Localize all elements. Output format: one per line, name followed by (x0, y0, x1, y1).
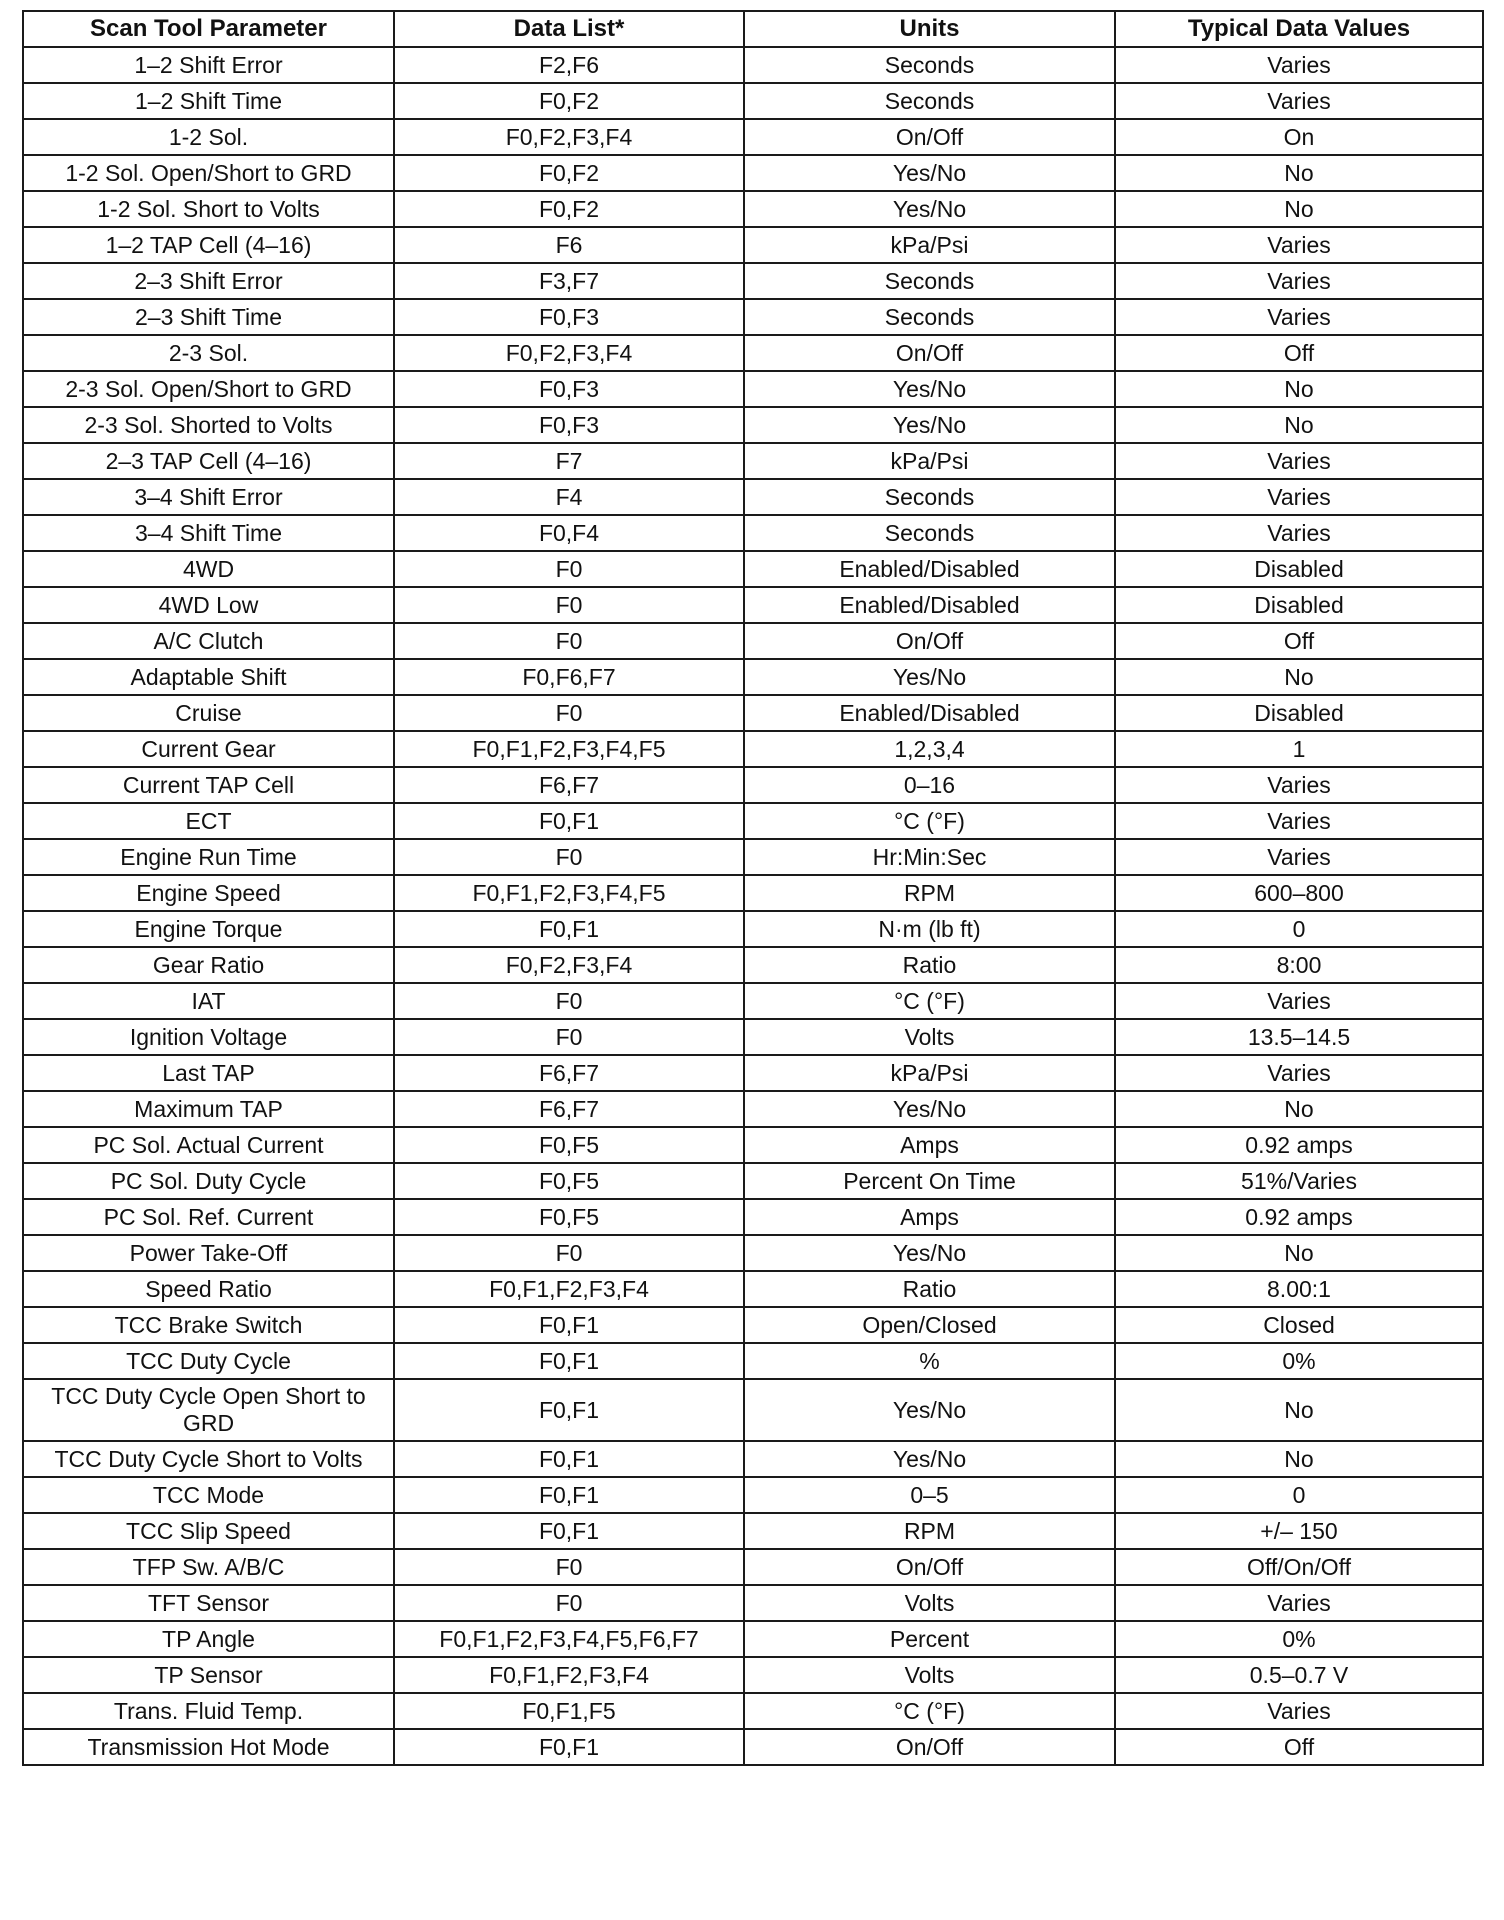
units-cell: Volts (744, 1585, 1115, 1621)
table-row (23, 551, 1483, 587)
header-row (23, 11, 1483, 47)
data-list-cell: F0,F2 (394, 191, 744, 227)
units-cell: Volts (744, 1657, 1115, 1693)
table-row (23, 1343, 1483, 1379)
parameter-cell: Maximum TAP (23, 1091, 394, 1127)
scan-tool-data-table-container (22, 10, 1482, 1766)
units-cell: kPa/Psi (744, 227, 1115, 263)
typical-value-cell: 0.92 amps (1115, 1199, 1483, 1235)
typical-value-cell: On (1115, 119, 1483, 155)
typical-value-cell: 0 (1115, 911, 1483, 947)
table-row (23, 659, 1483, 695)
typical-value-cell: Disabled (1115, 695, 1483, 731)
data-list-cell: F0,F2,F3,F4 (394, 119, 744, 155)
units-cell: Seconds (744, 83, 1115, 119)
units-cell: Percent (744, 1621, 1115, 1657)
table-row (23, 875, 1483, 911)
units-cell: Amps (744, 1199, 1115, 1235)
units-cell: Enabled/Disabled (744, 551, 1115, 587)
units-cell: % (744, 1343, 1115, 1379)
typical-value-cell: No (1115, 1379, 1483, 1441)
typical-value-cell: 0% (1115, 1621, 1483, 1657)
parameter-cell: TFT Sensor (23, 1585, 394, 1621)
units-cell: On/Off (744, 1729, 1115, 1765)
units-cell: Enabled/Disabled (744, 587, 1115, 623)
typical-value-cell: No (1115, 659, 1483, 695)
units-cell: kPa/Psi (744, 443, 1115, 479)
data-list-cell: F3,F7 (394, 263, 744, 299)
table-row (23, 299, 1483, 335)
parameter-cell: PC Sol. Actual Current (23, 1127, 394, 1163)
typical-value-cell: Varies (1115, 83, 1483, 119)
table-row (23, 1477, 1483, 1513)
data-list-cell: F0,F3 (394, 407, 744, 443)
units-cell: °C (°F) (744, 803, 1115, 839)
data-list-cell: F0,F2,F3,F4 (394, 335, 744, 371)
data-list-cell: F0,F1 (394, 1477, 744, 1513)
table-row (23, 263, 1483, 299)
units-cell: 1,2,3,4 (744, 731, 1115, 767)
units-cell: On/Off (744, 335, 1115, 371)
typical-value-cell: 13.5–14.5 (1115, 1019, 1483, 1055)
typical-value-cell: Varies (1115, 767, 1483, 803)
data-list-cell: F0,F1,F2,F3,F4,F5 (394, 875, 744, 911)
data-list-cell: F0,F1 (394, 1343, 744, 1379)
typical-value-cell: Varies (1115, 803, 1483, 839)
parameter-cell: 2-3 Sol. Shorted to Volts (23, 407, 394, 443)
parameter-cell: 1-2 Sol. Short to Volts (23, 191, 394, 227)
parameter-cell: IAT (23, 983, 394, 1019)
parameter-cell: Engine Run Time (23, 839, 394, 875)
parameter-cell: Engine Speed (23, 875, 394, 911)
typical-value-cell: Varies (1115, 479, 1483, 515)
data-list-cell: F0 (394, 983, 744, 1019)
units-cell: Yes/No (744, 191, 1115, 227)
table-row (23, 587, 1483, 623)
units-cell: Yes/No (744, 1235, 1115, 1271)
parameter-cell: TCC Duty Cycle (23, 1343, 394, 1379)
typical-value-cell: +/– 150 (1115, 1513, 1483, 1549)
table-row (23, 1055, 1483, 1091)
units-cell: Seconds (744, 263, 1115, 299)
table-row (23, 1729, 1483, 1765)
typical-value-cell: Varies (1115, 1585, 1483, 1621)
table-row (23, 1549, 1483, 1585)
typical-value-cell: Varies (1115, 983, 1483, 1019)
typical-value-cell: Disabled (1115, 587, 1483, 623)
table-row (23, 1019, 1483, 1055)
parameter-cell: TFP Sw. A/B/C (23, 1549, 394, 1585)
table-row (23, 1693, 1483, 1729)
data-list-cell: F0,F2 (394, 83, 744, 119)
data-list-cell: F0,F1,F2,F3,F4,F5,F6,F7 (394, 1621, 744, 1657)
typical-value-cell: Varies (1115, 1055, 1483, 1091)
table-row (23, 1199, 1483, 1235)
table-row (23, 515, 1483, 551)
data-list-cell: F0,F1,F5 (394, 1693, 744, 1729)
units-cell: kPa/Psi (744, 1055, 1115, 1091)
table-row (23, 1235, 1483, 1271)
data-list-cell: F0 (394, 1549, 744, 1585)
parameter-cell: Current Gear (23, 731, 394, 767)
table-row (23, 731, 1483, 767)
table-row (23, 191, 1483, 227)
typical-value-cell: 1 (1115, 731, 1483, 767)
table-row (23, 1271, 1483, 1307)
table-row (23, 803, 1483, 839)
table-row (23, 119, 1483, 155)
data-list-cell: F0 (394, 1585, 744, 1621)
table-row (23, 767, 1483, 803)
units-cell: Ratio (744, 947, 1115, 983)
table-body (23, 47, 1483, 1765)
typical-value-cell: Off/On/Off (1115, 1549, 1483, 1585)
data-list-cell: F0,F2 (394, 155, 744, 191)
table-row (23, 1163, 1483, 1199)
typical-value-cell: Varies (1115, 47, 1483, 83)
typical-value-cell: Varies (1115, 839, 1483, 875)
data-list-cell: F0,F1 (394, 803, 744, 839)
typical-value-cell: 600–800 (1115, 875, 1483, 911)
parameter-cell: 2–3 Shift Error (23, 263, 394, 299)
parameter-cell: 3–4 Shift Time (23, 515, 394, 551)
parameter-cell: TCC Slip Speed (23, 1513, 394, 1549)
table-row (23, 155, 1483, 191)
units-cell: 0–16 (744, 767, 1115, 803)
table-row (23, 983, 1483, 1019)
units-cell: Enabled/Disabled (744, 695, 1115, 731)
table-row (23, 1441, 1483, 1477)
units-cell: Seconds (744, 47, 1115, 83)
table-row (23, 479, 1483, 515)
parameter-cell: TCC Brake Switch (23, 1307, 394, 1343)
units-cell: Yes/No (744, 371, 1115, 407)
parameter-cell: Last TAP (23, 1055, 394, 1091)
typical-value-cell: 0% (1115, 1343, 1483, 1379)
table-row (23, 371, 1483, 407)
data-list-cell: F0,F1 (394, 1513, 744, 1549)
data-list-cell: F0,F1,F2,F3,F4 (394, 1271, 744, 1307)
typical-value-cell: No (1115, 191, 1483, 227)
data-list-cell: F0,F1,F2,F3,F4,F5 (394, 731, 744, 767)
typical-value-cell: Varies (1115, 443, 1483, 479)
typical-value-cell: No (1115, 371, 1483, 407)
data-list-cell: F0 (394, 1235, 744, 1271)
typical-value-cell: 8:00 (1115, 947, 1483, 983)
units-cell: Percent On Time (744, 1163, 1115, 1199)
parameter-cell: Engine Torque (23, 911, 394, 947)
typical-value-cell: No (1115, 155, 1483, 191)
data-list-cell: F0,F1 (394, 1441, 744, 1477)
parameter-cell: 2–3 Shift Time (23, 299, 394, 335)
typical-value-cell: Varies (1115, 1693, 1483, 1729)
header-units: Units (744, 11, 1115, 47)
typical-value-cell: Closed (1115, 1307, 1483, 1343)
typical-value-cell: Varies (1115, 299, 1483, 335)
parameter-cell: TCC Mode (23, 1477, 394, 1513)
table-row (23, 623, 1483, 659)
data-list-cell: F0,F1 (394, 1729, 744, 1765)
parameter-cell: TCC Duty Cycle Short to Volts (23, 1441, 394, 1477)
units-cell: Yes/No (744, 155, 1115, 191)
data-list-cell: F0,F1 (394, 1307, 744, 1343)
table-row (23, 1091, 1483, 1127)
units-cell: Yes/No (744, 407, 1115, 443)
units-cell: Yes/No (744, 659, 1115, 695)
data-list-cell: F0,F6,F7 (394, 659, 744, 695)
table-row (23, 839, 1483, 875)
parameter-cell: Trans. Fluid Temp. (23, 1693, 394, 1729)
units-cell: Ratio (744, 1271, 1115, 1307)
data-list-cell: F6,F7 (394, 1055, 744, 1091)
parameter-cell: PC Sol. Duty Cycle (23, 1163, 394, 1199)
data-list-cell: F0 (394, 1019, 744, 1055)
data-list-cell: F0,F4 (394, 515, 744, 551)
header-typical-data-values: Typical Data Values (1115, 11, 1483, 47)
data-list-cell: F0,F3 (394, 371, 744, 407)
data-list-cell: F6 (394, 227, 744, 263)
units-cell: Seconds (744, 479, 1115, 515)
parameter-cell: ECT (23, 803, 394, 839)
table-row (23, 1379, 1483, 1441)
units-cell: 0–5 (744, 1477, 1115, 1513)
scan-tool-data-table (22, 10, 1484, 1766)
typical-value-cell: Off (1115, 335, 1483, 371)
units-cell: N·m (lb ft) (744, 911, 1115, 947)
data-list-cell: F4 (394, 479, 744, 515)
units-cell: Open/Closed (744, 1307, 1115, 1343)
table-row (23, 443, 1483, 479)
parameter-cell: TP Sensor (23, 1657, 394, 1693)
data-list-cell: F0,F3 (394, 299, 744, 335)
data-list-cell: F0,F1 (394, 1379, 744, 1441)
data-list-cell: F7 (394, 443, 744, 479)
data-list-cell: F0,F1,F2,F3,F4 (394, 1657, 744, 1693)
data-list-cell: F0 (394, 695, 744, 731)
table-header (23, 11, 1483, 47)
data-list-cell: F6,F7 (394, 767, 744, 803)
units-cell: °C (°F) (744, 983, 1115, 1019)
parameter-cell: 1-2 Sol. (23, 119, 394, 155)
parameter-cell: Adaptable Shift (23, 659, 394, 695)
parameter-cell: 1–2 Shift Time (23, 83, 394, 119)
units-cell: Yes/No (744, 1441, 1115, 1477)
table-row (23, 1127, 1483, 1163)
typical-value-cell: Varies (1115, 515, 1483, 551)
parameter-cell: TCC Duty Cycle Open Short to GRD (23, 1379, 394, 1441)
parameter-cell: 2-3 Sol. (23, 335, 394, 371)
units-cell: On/Off (744, 1549, 1115, 1585)
table-row (23, 47, 1483, 83)
typical-value-cell: 0.92 amps (1115, 1127, 1483, 1163)
data-list-cell: F0,F1 (394, 911, 744, 947)
parameter-cell: Power Take-Off (23, 1235, 394, 1271)
parameter-cell: Cruise (23, 695, 394, 731)
typical-value-cell: Varies (1115, 263, 1483, 299)
units-cell: Seconds (744, 515, 1115, 551)
units-cell: On/Off (744, 119, 1115, 155)
table-row (23, 1585, 1483, 1621)
units-cell: °C (°F) (744, 1693, 1115, 1729)
parameter-cell: 2-3 Sol. Open/Short to GRD (23, 371, 394, 407)
units-cell: Hr:Min:Sec (744, 839, 1115, 875)
data-list-cell: F0 (394, 587, 744, 623)
units-cell: Amps (744, 1127, 1115, 1163)
parameter-cell: Speed Ratio (23, 1271, 394, 1307)
parameter-cell: 3–4 Shift Error (23, 479, 394, 515)
table-row (23, 695, 1483, 731)
table-row (23, 947, 1483, 983)
parameter-cell: TP Angle (23, 1621, 394, 1657)
data-list-cell: F0 (394, 839, 744, 875)
parameter-cell: Transmission Hot Mode (23, 1729, 394, 1765)
data-list-cell: F0,F5 (394, 1163, 744, 1199)
units-cell: On/Off (744, 623, 1115, 659)
units-cell: Yes/No (744, 1379, 1115, 1441)
table-row (23, 1621, 1483, 1657)
table-row (23, 227, 1483, 263)
typical-value-cell: 0 (1115, 1477, 1483, 1513)
table-row (23, 1657, 1483, 1693)
parameter-cell: 4WD Low (23, 587, 394, 623)
typical-value-cell: 8.00:1 (1115, 1271, 1483, 1307)
data-list-cell: F0 (394, 623, 744, 659)
parameter-cell: 4WD (23, 551, 394, 587)
table-row (23, 911, 1483, 947)
typical-value-cell: Off (1115, 1729, 1483, 1765)
units-cell: Yes/No (744, 1091, 1115, 1127)
parameter-cell: Current TAP Cell (23, 767, 394, 803)
table-row (23, 335, 1483, 371)
data-list-cell: F2,F6 (394, 47, 744, 83)
data-list-cell: F0,F2,F3,F4 (394, 947, 744, 983)
parameter-cell: PC Sol. Ref. Current (23, 1199, 394, 1235)
units-cell: RPM (744, 1513, 1115, 1549)
units-cell: Seconds (744, 299, 1115, 335)
parameter-cell: A/C Clutch (23, 623, 394, 659)
typical-value-cell: 51%/Varies (1115, 1163, 1483, 1199)
typical-value-cell: No (1115, 1235, 1483, 1271)
data-list-cell: F0,F5 (394, 1199, 744, 1235)
header-scan-tool-parameter: Scan Tool Parameter (23, 11, 394, 47)
parameter-cell: 1–2 TAP Cell (4–16) (23, 227, 394, 263)
typical-value-cell: No (1115, 407, 1483, 443)
typical-value-cell: 0.5–0.7 V (1115, 1657, 1483, 1693)
parameter-cell: 1-2 Sol. Open/Short to GRD (23, 155, 394, 191)
header-data-list: Data List* (394, 11, 744, 47)
typical-value-cell: Off (1115, 623, 1483, 659)
data-list-cell: F6,F7 (394, 1091, 744, 1127)
table-row (23, 1513, 1483, 1549)
typical-value-cell: Disabled (1115, 551, 1483, 587)
typical-value-cell: Varies (1115, 227, 1483, 263)
typical-value-cell: No (1115, 1441, 1483, 1477)
units-cell: RPM (744, 875, 1115, 911)
parameter-cell: 1–2 Shift Error (23, 47, 394, 83)
parameter-cell: Gear Ratio (23, 947, 394, 983)
table-row (23, 407, 1483, 443)
table-row (23, 1307, 1483, 1343)
data-list-cell: F0,F5 (394, 1127, 744, 1163)
data-list-cell: F0 (394, 551, 744, 587)
parameter-cell: Ignition Voltage (23, 1019, 394, 1055)
table-row (23, 83, 1483, 119)
units-cell: Volts (744, 1019, 1115, 1055)
typical-value-cell: No (1115, 1091, 1483, 1127)
parameter-cell: 2–3 TAP Cell (4–16) (23, 443, 394, 479)
